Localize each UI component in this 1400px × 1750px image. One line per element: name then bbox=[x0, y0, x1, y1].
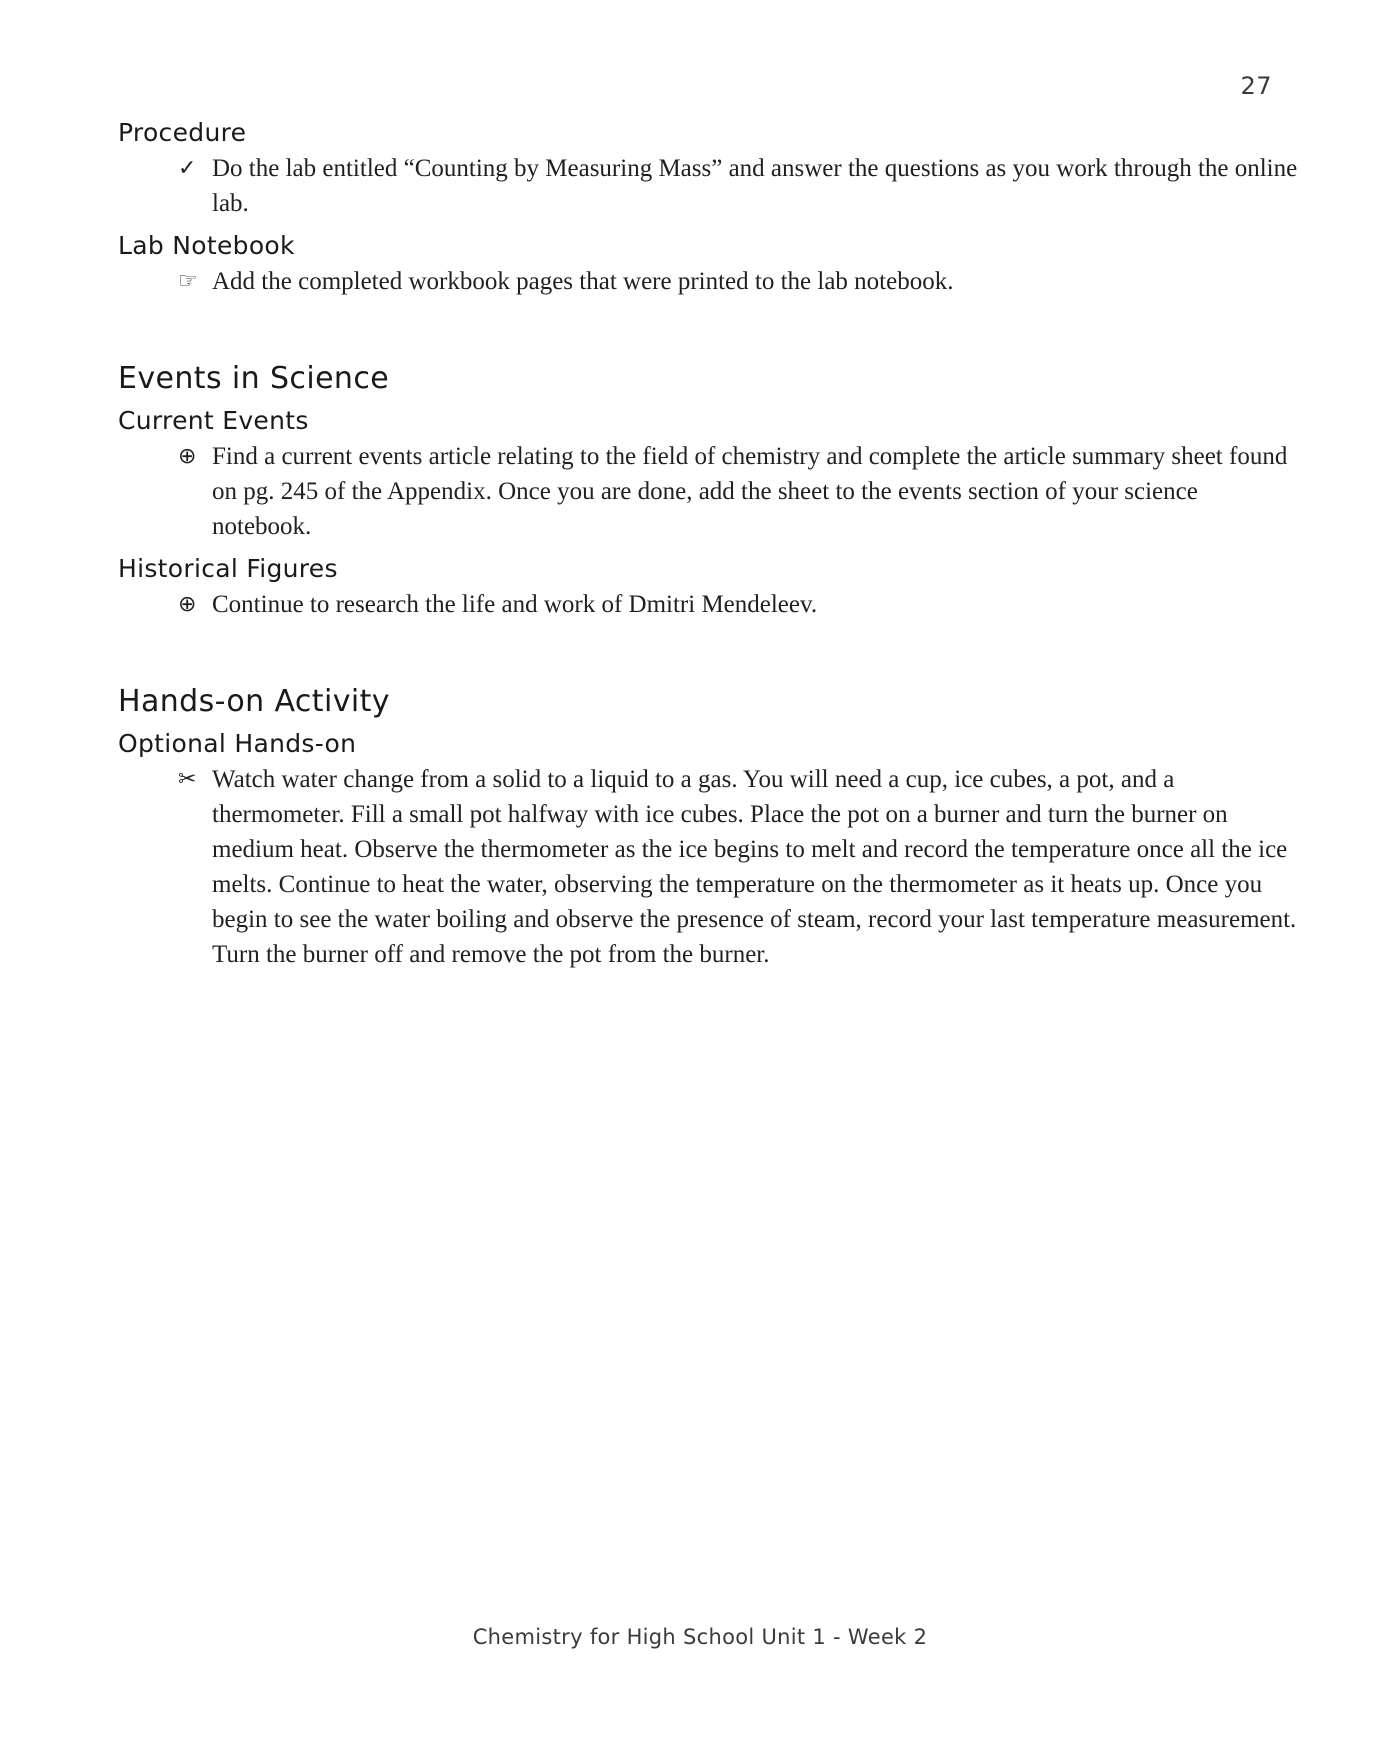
heading-lab-notebook: Lab Notebook bbox=[118, 231, 295, 260]
circle-plus-bullet-icon: ⊕ bbox=[178, 592, 197, 617]
heading-hands-on-activity: Hands-on Activity bbox=[118, 684, 390, 719]
list-item bbox=[178, 264, 1298, 299]
heading-procedure: Procedure bbox=[118, 118, 247, 147]
page-number: 27 bbox=[1240, 72, 1272, 100]
list-item bbox=[178, 439, 1298, 544]
pointing-hand-bullet-icon: ☞ bbox=[178, 269, 198, 294]
heading-events-in-science: Events in Science bbox=[118, 361, 390, 396]
list-item-text: Continue to research the life and work of Dmitri Mendeleev. bbox=[212, 591, 818, 618]
heading-historical-figures: Historical Figures bbox=[118, 554, 338, 583]
list-item-text: Watch water change from a solid to a liquid to a gas. You will need a cup, ice cubes, a pot, and a thermometer. Fill a small pot halfway with ice cubes. Place the pot on a burner and turn the burner on medium heat. Observe the thermometer as the ice begins to melt and record the temperature once all the ice melts. Continue to heat the water, observing the temperature on the thermometer as it heats up. Once you begin to see the water boiling and observe the presence of steam, record your last temperature measurement. Turn the burner off and remove the pot from the burner. bbox=[212, 766, 1297, 968]
page-content bbox=[118, 118, 1298, 972]
list-item bbox=[178, 587, 1298, 622]
heading-optional-hands-on: Optional Hands-on bbox=[118, 729, 357, 758]
list-item-text: Add the completed workbook pages that were printed to the lab notebook. bbox=[212, 268, 954, 295]
list-item-text: Do the lab entitled “Counting by Measuring Mass” and answer the questions as you work through the online lab. bbox=[212, 155, 1298, 217]
list-item bbox=[178, 762, 1298, 972]
heading-current-events: Current Events bbox=[118, 406, 309, 435]
list-item bbox=[178, 151, 1298, 221]
checkmark-bullet-icon: ✓ bbox=[178, 156, 197, 181]
scissors-bullet-icon: ✂ bbox=[178, 767, 197, 792]
list-item-text: Find a current events article relating to the field of chemistry and complete the article summary sheet found on pg. 245 of the Appendix. Once you are done, add the sheet to the events section of your science notebook. bbox=[212, 443, 1288, 540]
circle-plus-bullet-icon: ⊕ bbox=[178, 444, 197, 469]
page-footer: Chemistry for High School Unit 1 - Week 2 bbox=[472, 1625, 928, 1649]
